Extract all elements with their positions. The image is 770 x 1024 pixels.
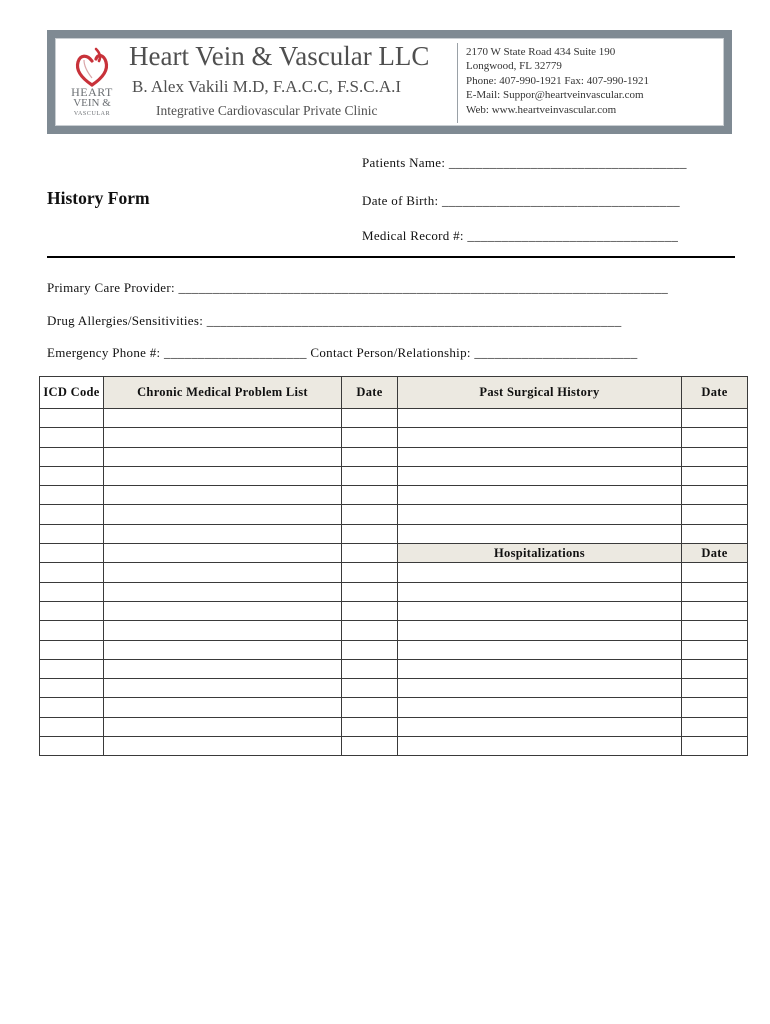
surgical-history-cell[interactable] <box>398 447 682 466</box>
chronic-date-cell[interactable] <box>342 679 398 698</box>
surgical-history-header: Past Surgical History <box>398 377 682 409</box>
table-row <box>40 505 748 524</box>
logo-line-3: VASCULAR <box>73 111 111 117</box>
icd-code-cell[interactable] <box>40 447 104 466</box>
header-rule <box>47 256 735 258</box>
icd-code-cell[interactable] <box>40 563 104 582</box>
chronic-date-cell[interactable] <box>342 563 398 582</box>
hospitalization-date-cell[interactable] <box>682 698 748 717</box>
chronic-problem-cell[interactable] <box>104 544 342 563</box>
chronic-problem-cell[interactable] <box>104 582 342 601</box>
email-link[interactable]: E-Mail: Suppor@heartveinvascular.com <box>466 89 644 102</box>
chronic-problem-cell[interactable] <box>104 486 342 505</box>
hospitalization-cell[interactable] <box>398 698 682 717</box>
hospitalization-cell[interactable] <box>398 737 682 756</box>
chronic-date-cell[interactable] <box>342 582 398 601</box>
hospitalization-cell[interactable] <box>398 640 682 659</box>
web-link[interactable]: Web: www.heartveinvascular.com <box>466 103 617 116</box>
chronic-problem-cell[interactable] <box>104 679 342 698</box>
logo-text <box>66 87 118 120</box>
icd-code-cell[interactable] <box>40 505 104 524</box>
icd-code-cell[interactable] <box>40 621 104 640</box>
table-row <box>40 524 748 543</box>
table-row <box>40 447 748 466</box>
table-row <box>40 737 748 756</box>
icd-code-cell[interactable] <box>40 679 104 698</box>
chronic-date-cell[interactable] <box>342 409 398 428</box>
chronic-date-header: Date <box>342 377 398 409</box>
hospitalization-date-header: Date <box>682 544 748 563</box>
hospitalization-cell[interactable] <box>398 679 682 698</box>
hospitalization-cell[interactable] <box>398 717 682 736</box>
surgical-date-header: Date <box>682 377 748 409</box>
hospitalizations-header: Hospitalizations <box>398 544 682 563</box>
chronic-date-cell[interactable] <box>342 737 398 756</box>
icd-code-cell[interactable] <box>40 486 104 505</box>
icd-code-cell[interactable] <box>40 544 104 563</box>
table-row <box>40 409 748 428</box>
table-row <box>40 640 748 659</box>
table-body <box>40 409 748 756</box>
table-row <box>40 621 748 640</box>
icd-code-cell[interactable] <box>40 717 104 736</box>
letterhead <box>47 30 732 134</box>
icd-code-cell[interactable] <box>40 409 104 428</box>
chronic-date-cell[interactable] <box>342 601 398 620</box>
chronic-date-cell[interactable] <box>342 698 398 717</box>
letterhead-panel <box>55 38 724 126</box>
chronic-date-cell[interactable] <box>342 544 398 563</box>
address-line-2: Longwood, FL 32779 <box>466 60 562 73</box>
chronic-problem-cell[interactable] <box>104 524 342 543</box>
clinic-tagline: Integrative Cardiovascular Private Clinic <box>156 103 378 118</box>
surgical-date-cell[interactable] <box>682 466 748 485</box>
chronic-date-cell[interactable] <box>342 659 398 678</box>
emergency-contact-field[interactable]: Emergency Phone #: _____________________ Contact Person/Relationship: ________________________ <box>47 345 638 360</box>
hospitalization-date-cell[interactable] <box>682 640 748 659</box>
icd-code-cell[interactable] <box>40 466 104 485</box>
address-line-1: 2170 W State Road 434 Suite 190 <box>466 46 616 58</box>
surgical-date-cell[interactable] <box>682 447 748 466</box>
icd-code-cell[interactable] <box>40 601 104 620</box>
icd-code-header: ICD Code <box>40 377 104 409</box>
letterhead-divider <box>457 43 458 123</box>
hospitalization-cell[interactable] <box>398 659 682 678</box>
chronic-problem-cell[interactable] <box>104 698 342 717</box>
chronic-problem-cell[interactable] <box>104 601 342 620</box>
icd-code-cell[interactable] <box>40 659 104 678</box>
hospitalization-cell[interactable] <box>398 621 682 640</box>
history-table <box>39 376 748 756</box>
form-title: History Form <box>47 188 150 208</box>
icd-code-cell[interactable] <box>40 524 104 543</box>
chronic-problem-cell[interactable] <box>104 621 342 640</box>
chronic-date-cell[interactable] <box>342 524 398 543</box>
drug-allergies-field[interactable]: Drug Allergies/Sensitivities: _____________________________________________________________ <box>47 313 622 328</box>
hospitalization-cell[interactable] <box>398 582 682 601</box>
surgical-history-cell[interactable] <box>398 486 682 505</box>
date-of-birth-field[interactable]: Date of Birth: ___________________________________ <box>362 193 680 208</box>
logo-line-1: HEART <box>71 85 113 99</box>
table-header-row <box>40 377 748 409</box>
chronic-problem-cell[interactable] <box>104 428 342 447</box>
chronic-problem-cell[interactable] <box>104 659 342 678</box>
hospitalization-cell[interactable] <box>398 601 682 620</box>
table-row <box>40 582 748 601</box>
chronic-problem-cell[interactable] <box>104 717 342 736</box>
table-row <box>40 679 748 698</box>
surgical-date-cell[interactable] <box>682 409 748 428</box>
chronic-date-cell[interactable] <box>342 466 398 485</box>
chronic-problem-header: Chronic Medical Problem List <box>104 377 342 409</box>
contact-block <box>466 45 649 117</box>
chronic-date-cell[interactable] <box>342 640 398 659</box>
table-row <box>40 486 748 505</box>
surgical-history-cell[interactable] <box>398 466 682 485</box>
chronic-problem-cell[interactable] <box>104 409 342 428</box>
icd-code-cell[interactable] <box>40 698 104 717</box>
surgical-history-cell[interactable] <box>398 428 682 447</box>
clinic-name: Heart Vein & Vascular LLC <box>129 41 430 71</box>
table-row <box>40 466 748 485</box>
doctor-name: B. Alex Vakili M.D, F.A.C.C, F.S.C.A.I <box>132 77 402 96</box>
primary-care-provider-field[interactable]: Primary Care Provider: ________________________________________________________________________ <box>47 280 669 295</box>
surgical-history-cell[interactable] <box>398 524 682 543</box>
chronic-date-cell[interactable] <box>342 486 398 505</box>
table-row <box>40 544 748 563</box>
chronic-problem-cell[interactable] <box>104 640 342 659</box>
medical-record-field[interactable]: Medical Record #: _______________________________ <box>362 228 679 243</box>
surgical-date-cell[interactable] <box>682 505 748 524</box>
hospitalization-date-cell[interactable] <box>682 737 748 756</box>
table-row <box>40 428 748 447</box>
icd-code-cell[interactable] <box>40 582 104 601</box>
patient-name-field[interactable]: Patients Name: ___________________________________ <box>362 155 687 170</box>
chronic-date-cell[interactable] <box>342 621 398 640</box>
hospitalization-date-cell[interactable] <box>682 659 748 678</box>
chronic-date-cell[interactable] <box>342 505 398 524</box>
chronic-date-cell[interactable] <box>342 447 398 466</box>
table-row <box>40 659 748 678</box>
hospitalization-date-cell[interactable] <box>682 563 748 582</box>
hospitalization-date-cell[interactable] <box>682 679 748 698</box>
surgical-history-cell[interactable] <box>398 409 682 428</box>
hospitalization-date-cell[interactable] <box>682 582 748 601</box>
chronic-problem-cell[interactable] <box>104 447 342 466</box>
table-row <box>40 563 748 582</box>
hospitalization-date-cell[interactable] <box>682 621 748 640</box>
chronic-problem-cell[interactable] <box>104 563 342 582</box>
hospitalization-cell[interactable] <box>398 563 682 582</box>
surgical-history-cell[interactable] <box>398 505 682 524</box>
table-row <box>40 717 748 736</box>
chronic-problem-cell[interactable] <box>104 466 342 485</box>
chronic-date-cell[interactable] <box>342 717 398 736</box>
table-row <box>40 601 748 620</box>
surgical-date-cell[interactable] <box>682 524 748 543</box>
chronic-problem-cell[interactable] <box>104 505 342 524</box>
hospitalization-date-cell[interactable] <box>682 601 748 620</box>
logo-line-2: VEIN & <box>73 97 111 109</box>
surgical-date-cell[interactable] <box>682 428 748 447</box>
icd-code-cell[interactable] <box>40 640 104 659</box>
icd-code-cell[interactable] <box>40 428 104 447</box>
chronic-problem-cell[interactable] <box>104 737 342 756</box>
hospitalization-date-cell[interactable] <box>682 717 748 736</box>
chronic-date-cell[interactable] <box>342 428 398 447</box>
phone-fax: Phone: 407-990-1921 Fax: 407-990-1921 <box>466 74 650 87</box>
icd-code-cell[interactable] <box>40 737 104 756</box>
table-row <box>40 698 748 717</box>
surgical-date-cell[interactable] <box>682 486 748 505</box>
